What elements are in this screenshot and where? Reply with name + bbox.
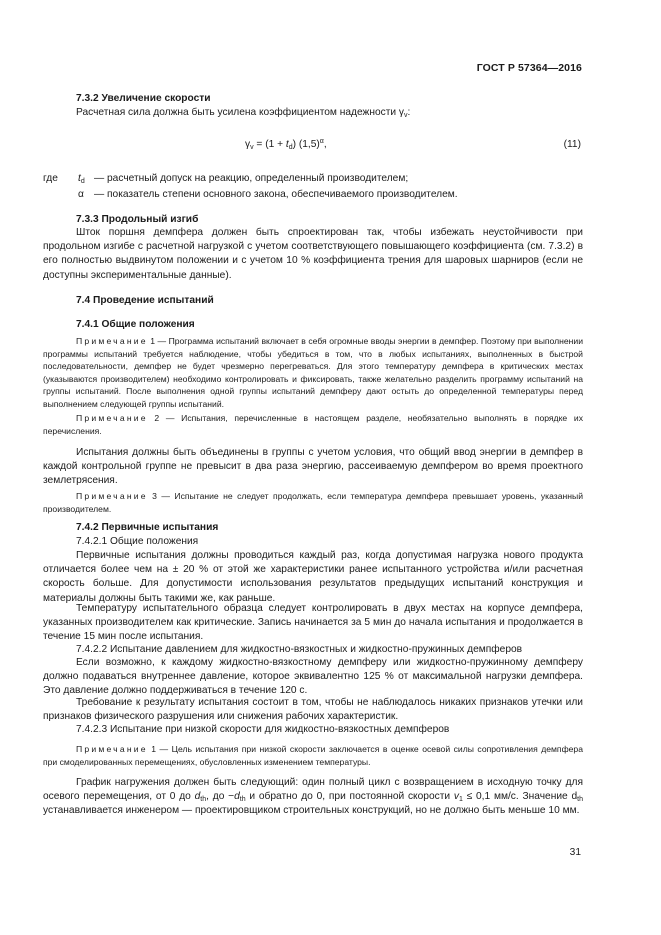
section-7-3-3-text: Шток поршня демпфера должен быть спроектирован так, чтобы избежать неустойчивости при продольном изгибе с расчетной нагрузкой с учетом соответствующего повышающего коэффициента (см. 7.3.2) в его полностью выдвинутом положении и с учетом 10 % коэффициента трения для шаровых шарниров (если не доступны экспериментальные данные). <box>43 227 583 281</box>
formula-number: (11) <box>563 139 581 150</box>
document-page: ГОСТ Р 57364—2016 7.3.2 Увеличение скорости Расчетная сила должна быть усилена коэффициентом надежности $\gamma_v$: $\gamma_v = (1 + t_d)$ $(1,5)^\alpha$, (11) где $t_d$ — расчетный допуск на реакцию, определенный производителем; α — показатель степени основного закона, обеспечиваемого производителем. 7.3.3 Продольный изгиб Шток поршня демпфера должен быть спроектирован так, чтобы избежать неустойчивости при продольном изгибе с расчетной нагрузкой с учетом соответствующего повышающего коэффициента (см. 7.3.2) в его полностью выдвинутом положении и с учетом 10 % коэффициента трения для шаровых шарниров (если не доступны экспериментальные данные). 7.4 Проведение испытаний 7.4.1 Общие положения Примечание 1 — Программа испытаний включает в себя огромные вводы энергии в демпфер. Поэтому при выполнении программы испытаний требуется наблюдение, чтобы убедиться в том, что в любых испытаниях, выполненных в быстрой последовательности, демпфер не будет чрезмерно перегреваться. Для этого температуру демпфера в критических местах (указываются производителем) необходимо контролировать и фиксировать, также желательно разделить программу испытаний на группы испытаний. После выполнения одной группы испытаний демпферу дают остыть до определенной температуры перед выполнением следующей группы испытаний. Примечание 2 — Испытания, перечисленные в настоящем разделе, необязательно выполнять в порядке их перечисления. Испытания должны быть объединены в группы с учетом условия, что общий ввод энергии в демпфер в каждой контрольной группе не превысит в два раза энергию, рассеиваемую демпфером во время проектного землетрясения. Примечание 3 — Испытание не следует продолжать, если температура демпфера превышает уровень, указанный производителем. 7.4.2 Первичные испытания 7.4.2.1 Общие положения Первичные испытания должны проводиться каждый раз, когда допустимая нагрузка нового продукта отличается более чем на ± 20 % от этой же характеристики ранее испытанного устройства и/или расчетная скорость больше. Для допустимости использования результатов предыдущих испытаний конструкция и материалы должны быть такими же, как раньше. Температуру испытательного образца следует контролировать в двух местах на корпусе демпфера, указанных производителем как критические. Запись начинается за 5 мин до начала испытания и продолжается в течение 15 мин после испытания. 7.4.2.2 Испытание давлением для жидкостно-вязкостных и жидкостно-пружинных демпферов Если возможно, к каждому жидкостно-вязкостному демпферу или жидкостно-пружинному демпферу должно подаваться внутреннее давление, которое эквивалентно 125 % от максимальной нагрузки демпфера. Это давление должно поддерживаться в течение 120 с. Требование к результату испытания состоит в том, чтобы не наблюдалось никаких признаков утечки или признаков физического разрушения или снижения рабочих характеристик. 7.4.2.3 Испытание при низкой скорости для жидкостно-вязкостных демпферов Примечание 1 — Цель испытания при низкой скорости заключается в оценке осевой силы сопротивления демпфера при смоделированных перемещениях, обусловленных изменением температуры. График нагружения должен быть следующий: один полный цикл с возвращением в исходную точку для осевого перемещения, от 0 до $d_{th}$, до $-d_{th}$ и обратно до 0, при постоянной скорости $v_1 \le 0,1$ мм/с. Значение $d_{th}$ устанавливается инженером — проектировщиком строительных конструкций, но не должно быть меньше 10 мм. 31 <box>43 62 583 858</box>
subsection-7-4-2-3: 7.4.2.3 Испытание при низкой скорости для жидкостно-вязкостных демпферов <box>76 724 450 735</box>
section-7-4-1-text: Испытания должны быть объединены в группы с учетом условия, что общий ввод энергии в демпфер в каждой контрольной группе не превысит в два раза энергию, рассеиваемую демпфером во время проектного землетрясения. <box>43 447 583 487</box>
note-3: Примечание 3 — Испытание не следует продолжать, если температура демпфера превышает уровень, указанный производителем. <box>43 491 583 514</box>
paragraph-temperature: Температуру испытательного образца следует контролировать в двух местах на корпусе демпфера, указанных производителем как критические. Запись начинается за 5 мин до начала испытания и продолжается в течение 15 мин после испытания. <box>43 603 583 643</box>
page-number: 31 <box>569 847 581 858</box>
note-2: Примечание 2 — Испытания, перечисленные в настоящем разделе, необязательно выполнять в порядке их перечисления. <box>43 413 583 436</box>
paragraph-loading-schedule: График нагружения должен быть следующий: один полный цикл с возвращением в исходную точку для осевого перемещения, от 0 до $d_{th}$, до $-d_{th}$ и обратно до 0, при постоянной скорости $v_1 \le 0,1$ мм/с. Значение $d_{th}$ устанавливается инженером — проектировщиком строительных конструкций, но не должно быть меньше 10 мм. <box>43 777 583 817</box>
note-low-speed: Примечание 1 — Цель испытания при низкой скорости заключается в оценке осевой силы сопротивления демпфера при смоделированных перемещениях, обусловленных изменением температуры. <box>43 744 583 767</box>
paragraph-primary-tests: Первичные испытания должны проводиться каждый раз, когда допустимая нагрузка нового продукта отличается более чем на ± 20 % от этой же характеристики ранее испытанного устройства и/или расчетная скорость больше. Для допустимости использования результатов предыдущих испытаний конструкция и материалы должны быть такими же, как раньше. <box>43 550 583 604</box>
where-word: где <box>43 173 58 184</box>
subsection-7-4-2-2: 7.4.2.2 Испытание давлением для жидкостно-вязкостных и жидкостно-пружинных демпферов <box>76 644 523 655</box>
paragraph-requirement: Требование к результату испытания состоит в том, чтобы не наблюдалось никаких признаков утечки или признаков физического разрушения или снижения рабочих характеристик. <box>43 697 583 723</box>
section-7-3-2-title: 7.3.2 Увеличение скорости <box>76 93 211 104</box>
section-7-4-title: 7.4 Проведение испытаний <box>76 295 214 306</box>
where-line-1: где $t_d$ — расчетный допуск на реакцию, определенный производителем; <box>43 173 409 185</box>
standard-header: ГОСТ Р 57364—2016 <box>476 62 582 74</box>
section-7-4-2-title: 7.4.2 Первичные испытания <box>76 522 219 533</box>
section-7-4-1-title: 7.4.1 Общие положения <box>76 319 195 330</box>
paragraph-pressure: Если возможно, к каждому жидкостно-вязкостному демпферу или жидкостно-пружинному демпферу должно подаваться внутреннее давление, которое эквивалентно 125 % от максимальной нагрузки демпфера. Это давление должно поддерживаться в течение 120 с. <box>43 657 583 697</box>
section-7-3-2-text: Расчетная сила должна быть усилена коэффициентом надежности $\gamma_v$: <box>76 107 411 119</box>
section-7-3-3-title: 7.3.3 Продольный изгиб <box>76 214 199 225</box>
note-1: Примечание 1 — Программа испытаний включает в себя огромные вводы энергии в демпфер. Поэтому при выполнении программы испытаний требуется наблюдение, чтобы убедиться в том, что в любых испытаниях, выполненных в быстрой последовательности, демпфер не будет чрезмерно перегреваться. Для этого температуру демпфера в критических местах (указываются производителем) необходимо контролировать и фиксировать, также желательно разделить программу испытаний на группы испытаний. После выполнения одной группы испытаний демпферу дают остыть до определенной температуры перед выполнением следующей группы испытаний. <box>43 336 583 409</box>
subsection-7-4-2-1: 7.4.2.1 Общие положения <box>76 536 199 547</box>
formula-11: $\gamma_v = (1 + t_d)$ $(1,5)^\alpha$, <box>245 138 327 151</box>
